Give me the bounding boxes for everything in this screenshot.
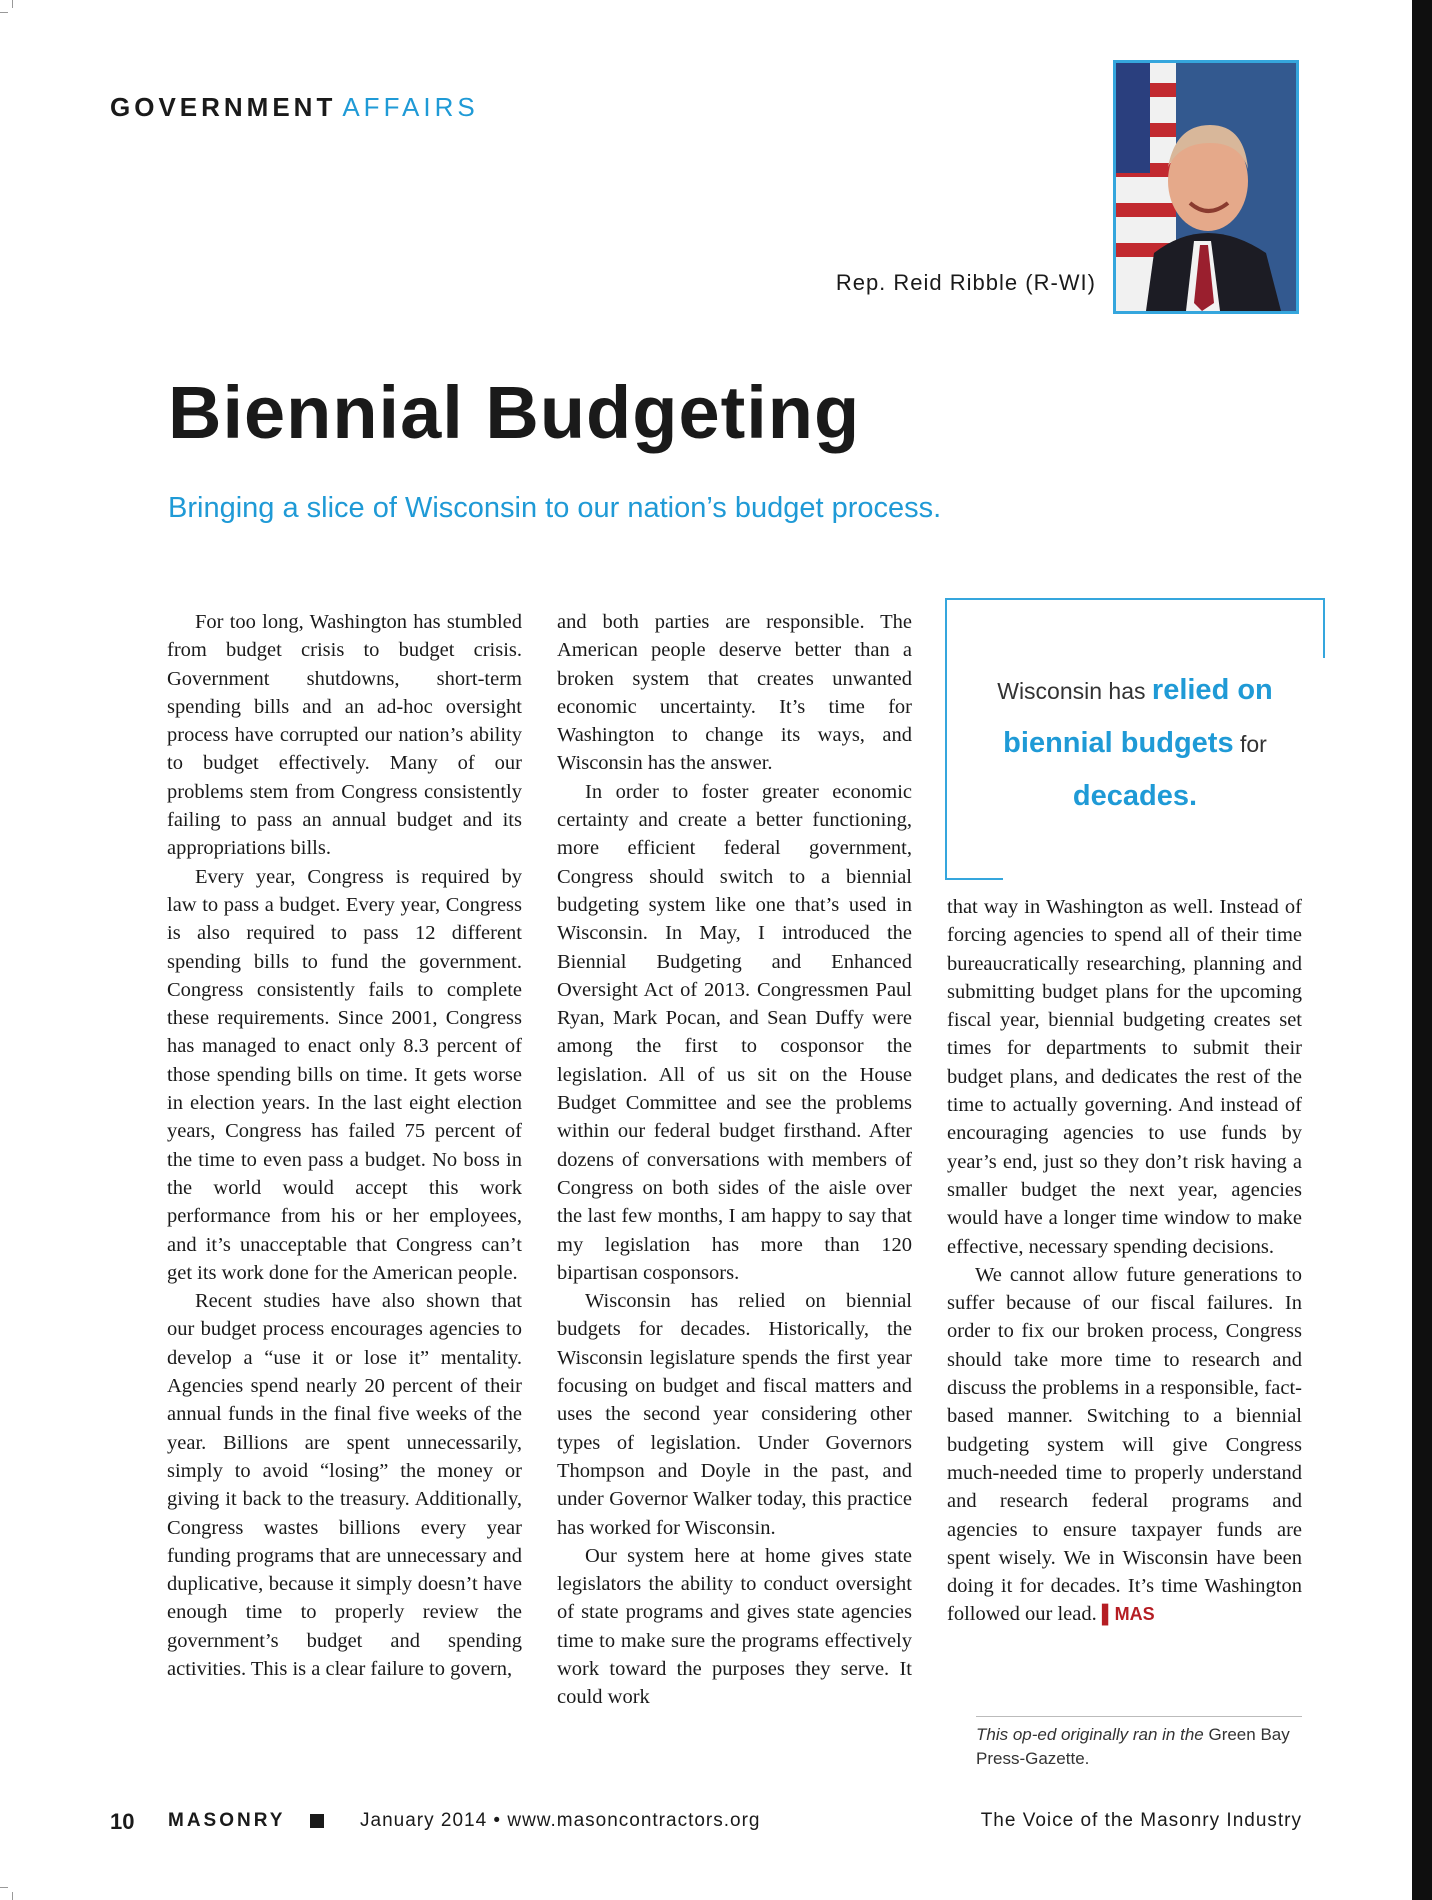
- paragraph-text: We cannot allow future generations to suffer because of our fiscal failures. In order to fix our broken process, Congress should take more time to research and discuss the problems in a responsible, fact-based manner. Switching to a biennial budgeting system will give Congress much-needed time to properly understand and research federal programs and agencies to ensure taxpayer funds are spent wisely. We in Wisconsin have been doing it for decades. It’s time Washington followed our lead.: [947, 1263, 1302, 1626]
- pull-quote-highlight: decades.: [1072, 780, 1198, 812]
- credit-italic: This op-ed originally ran in the: [976, 1725, 1204, 1744]
- pull-quote-text: [975, 664, 1295, 823]
- paragraph: that way in Washington as well. Instead of forcing agencies to spend all of their time bureaucratically researching, planning and submitting budget plans for the upcoming fiscal year, biennial budgeting creates set times for departments to submit their budget plans, and dedicates the rest of the time to actually governing. And instead of encouraging agencies to use funds by year’s end, just so they don’t risk having a smaller budget the next year, agencies would have a longer time window to make effective, necessary spending decisions.: [947, 896, 1302, 1258]
- author-photo: [1113, 60, 1299, 314]
- article-title: Biennial Budgeting: [168, 371, 861, 454]
- paragraph: Recent studies have also shown that our budget process encourages agencies to develop a “use it or lose it” mentality. Agencies spend nearly 20 percent of their annual funds in the final five weeks of the year. Billions are spent unnecessarily, simply to avoid “losing” the money or giving it back to the treasury. Additionally, Congress wastes billions every year funding programs that are unnecessary and duplicative, because it simply doesn’t have enough time to properly review the government’s budget and spending activities. This is a clear failure to govern,: [167, 1290, 522, 1680]
- text-column-2: [557, 608, 912, 1712]
- crop-mark: [0, 1887, 8, 1888]
- article-deck: Bringing a slice of Wisconsin to our nation’s budget process.: [168, 492, 942, 524]
- pull-quote-border: [945, 598, 1323, 600]
- square-bullet-icon: [310, 1814, 324, 1828]
- crop-mark: [12, 1892, 13, 1900]
- section-label-secondary: AFFAIRS: [342, 92, 479, 122]
- paragraph: Every year, Congress is required by law to pass a budget. Every year, Congress is also required to pass 12 different spending bills to fund the government. Congress consistently fails to complete these requirements. Since 2001, Congress has managed to enact only 8.3 percent of those spending bills on time. It gets worse in election years. In the last eight election years, Congress has failed 75 percent of the time to even pass a budget. No boss in the world would accept this work performance from his or her employees, and it’s unacceptable that Congress can’t get its work done for the American people.: [167, 865, 522, 1284]
- pull-quote-border: [1323, 598, 1325, 658]
- pull-quote-highlight: relied on biennial budgets: [1003, 674, 1273, 759]
- paragraph: In order to foster greater economic certainty and create a better functioning, more efficient federal government, Congress should switch to a biennial budgeting system like one that’s used in Wisconsin. In May, I introduced the Biennial Budgeting and Enhanced Oversight Act of 2013. Congressmen Paul Ryan, Mark Pocan, and Sean Duffy were among the first to cosponsor the legislation. All of us sit on the House Budget Committee and see the problems within our federal budget firsthand. After dozens of conversations with members of Congress on both sides of the aisle over the last few months, I am happy to say that my legislation has more than 120 bipartisan cosponsors.: [557, 780, 912, 1284]
- pull-quote-border: [945, 598, 947, 880]
- crop-mark: [0, 12, 8, 13]
- end-mark-text: MAS: [1114, 1604, 1155, 1625]
- magazine-tagline: The Voice of the Masonry Industry: [980, 1810, 1302, 1831]
- page-edge-bar: [1412, 0, 1432, 1900]
- paragraph: [947, 1261, 1302, 1629]
- paragraph: For too long, Washington has stumbled from budget crisis to budget crisis. Government shutdowns, short-term spending bills and an ad-hoc oversight process have corrupted our nation’s ability to budget effectively. Many of our problems stem from Congress consistently failing to pass an annual budget and its appropriations bills.: [167, 611, 522, 860]
- pull-quote: [945, 598, 1325, 880]
- page-number: 10: [110, 1809, 135, 1834]
- pull-quote-part: Wisconsin has: [997, 678, 1146, 704]
- issue-date-url: January 2014 • www.masoncontractors.org: [360, 1810, 761, 1831]
- magazine-name: MASONRY: [168, 1810, 286, 1831]
- portrait-illustration: [1116, 63, 1296, 311]
- pull-quote-part: for: [1239, 731, 1267, 757]
- crop-mark: [12, 0, 13, 8]
- paragraph: Our system here at home gives state legislators the ability to conduct oversight of state programs and gives state agencies time to make sure the programs effectively work toward the purposes they serve. It could work: [557, 1544, 912, 1709]
- text-column-1: [167, 608, 522, 1683]
- paragraph: and both parties are responsible. The American people deserve better than a broken system that creates unwanted economic uncertainty. It’s time for Washington to change its ways, and Wisconsin has the answer.: [557, 611, 912, 775]
- op-ed-credit: [976, 1716, 1302, 1771]
- end-mark: ▌MAS: [1101, 1604, 1155, 1625]
- page-footer: [110, 1809, 1302, 1835]
- text-column-3: [947, 893, 1302, 1629]
- section-label: [110, 92, 479, 123]
- section-label-primary: GOVERNMENT: [110, 92, 337, 122]
- credit-source: Green Bay Press-Gazette.: [976, 1725, 1290, 1768]
- pull-quote-border: [945, 878, 1003, 880]
- photo-caption: Rep. Reid Ribble (R-WI): [835, 270, 1096, 295]
- paragraph: Wisconsin has relied on biennial budgets for decades. Historically, the Wisconsin legislature spends the first year focusing on budget and fiscal matters and uses the second year considering other types of legislation. Under Governors Thompson and Doyle in the past, and under Governor Walker today, this practice has worked for Wisconsin.: [557, 1290, 912, 1539]
